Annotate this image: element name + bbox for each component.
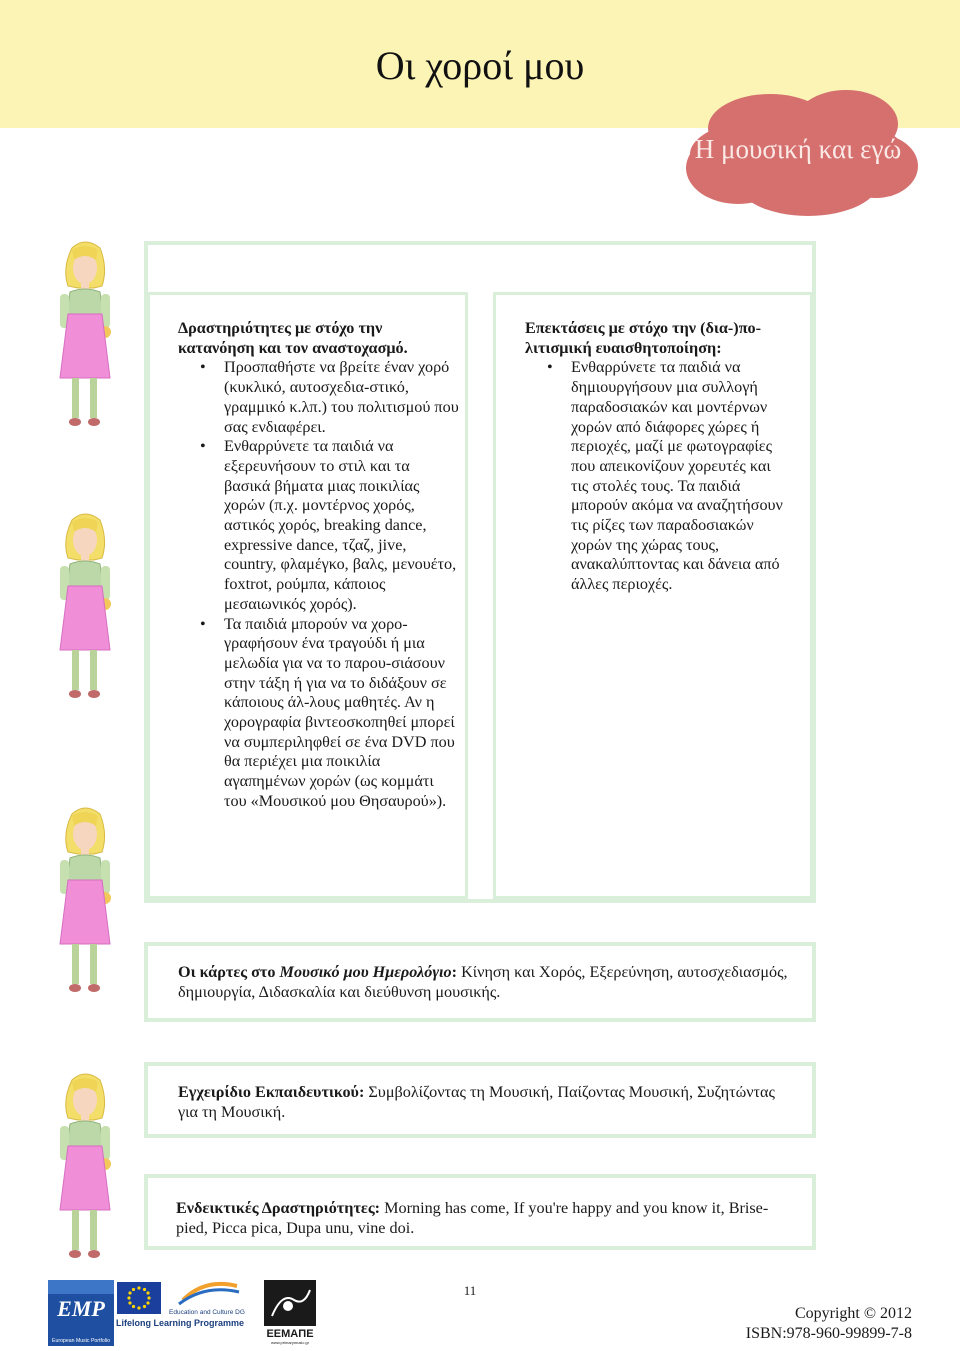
llp-label: Lifelong Learning Programme — [116, 1318, 245, 1328]
emp-logo — [48, 1280, 114, 1346]
education-culture-logo — [165, 1278, 245, 1318]
svg-text:Education and Culture DG: Education and Culture DG — [169, 1309, 245, 1316]
cards-label-colon: : — [451, 963, 458, 981]
section-label: Η μουσική και εγώ — [694, 134, 902, 164]
svg-text:www.primarymusic.gr: www.primarymusic.gr — [270, 1340, 310, 1345]
activity-item: • Τα παιδιά μπορούν να χορο-γραφήσουν ένα τραγούδι ή μια μελωδία για να το παρου-σιάσουν στην τάξη ή για να το διδάξουν σε κάποιους άλ-λους μαθητές. Αν η χορογραφία βιντεοσκοπηθεί μπορεί να συμπεριληφθεί σε ένα DVD που θα περιέχει μια ποικιλία αγαπημένων χορών (ως κομμάτι του «Μουσικού μου Θησαυρού»). — [224, 615, 460, 812]
cards-note — [178, 962, 788, 1002]
eu-flag-logo — [117, 1282, 161, 1314]
cards-label-pre: Οι κάρτες στο — [178, 963, 280, 981]
copyright-block — [720, 1304, 912, 1344]
suggested-note — [176, 1198, 796, 1238]
extension-item: • Ενθαρρύνετε τα παιδιά να δημιουργήσουν μια συλλογή παραδοσιακών και μοντέρνων χορών από διάφορες χώρες ή περιοχές, μαζί με φωτογραφίες που απεικονίζουν χορευτές και τις στολές τους. Τα παιδιά μπορούν ακόμα να αναζητήσουν τις ρίζες των παραδοσιακών χορών της χώρας τους, ανακαλύπτοντας και δάνεια από άλλες περιοχές. — [571, 358, 791, 594]
extensions-heading: Επεκτάσεις με στόχο την (δια-)πο-λιτισμική ευαισθητοποίηση: — [525, 319, 762, 357]
extensions-list — [525, 358, 791, 594]
page-number: 11 — [463, 1283, 477, 1298]
page-title: Οι χοροί μου — [375, 43, 585, 88]
cards-text: Κίνηση και Χορός, Εξερεύνηση, αυτοσχεδιασμός, δημιουργία, Διδασκαλία και διεύθυνση μουσικής. — [178, 963, 788, 1001]
girl-illustration — [50, 238, 120, 448]
girl-illustration — [50, 510, 120, 720]
svg-text:EMP: EMP — [57, 1296, 105, 1321]
copyright-text: Copyright © 2012 — [794, 1305, 912, 1322]
svg-text:ΕΕΜΑΠΕ: ΕΕΜΑΠΕ — [266, 1328, 314, 1340]
girl-illustration — [50, 1070, 120, 1280]
eepape-logo — [264, 1280, 316, 1346]
extensions-column — [525, 319, 791, 595]
cards-label — [178, 963, 457, 981]
handbook-text: Συμβολίζοντας τη Μουσική, Παίζοντας Μουσική, Συζητώντας για τη Μουσική. — [178, 1083, 775, 1121]
activities-column — [178, 319, 460, 812]
isbn-text: ISBN:978-960-99899-7-8 — [745, 1325, 912, 1342]
svg-text:European Music Portfolio: European Music Portfolio — [52, 1338, 110, 1344]
activities-heading: Δραστηριότητες με στόχο την κατανόηση και τον αναστοχασμό. — [178, 319, 408, 357]
handbook-note — [178, 1082, 788, 1122]
activity-item: • Προσπαθήστε να βρείτε έναν χορό (κυκλικό, αυτοσχεδια-στικό, γραμμικό κ.λπ.) του πολιτισμού που σας ενδιαφέρει. — [224, 358, 460, 437]
suggested-label: Ενδεικτικές Δραστηριότητες: — [176, 1199, 381, 1217]
activities-list — [178, 358, 460, 811]
cards-label-italic: Μουσικό μου Ημερολόγιο — [279, 963, 452, 981]
activity-item: • Ενθαρρύνετε τα παιδιά να εξερευνήσουν το στιλ και τα βασικά βήματα μιας ποικιλίας χορών (π.χ. μοντέρνος χορός, αστικός χορός, breaking dance, expressive dance, τζαζ, jive, country, φλαμέγκο, βαλς, μενουέτο, foxtrot, ρούμπα, κάποιος μεσαιωνικός χορός). — [224, 437, 460, 614]
suggested-text: Morning has come, If you're happy and you know it, Brise-pied, Picca pica, Dupa unu, vine doi. — [176, 1199, 769, 1237]
girl-illustration — [50, 804, 120, 1014]
handbook-label: Εγχειρίδιο Εκπαιδευτικού: — [178, 1083, 365, 1101]
